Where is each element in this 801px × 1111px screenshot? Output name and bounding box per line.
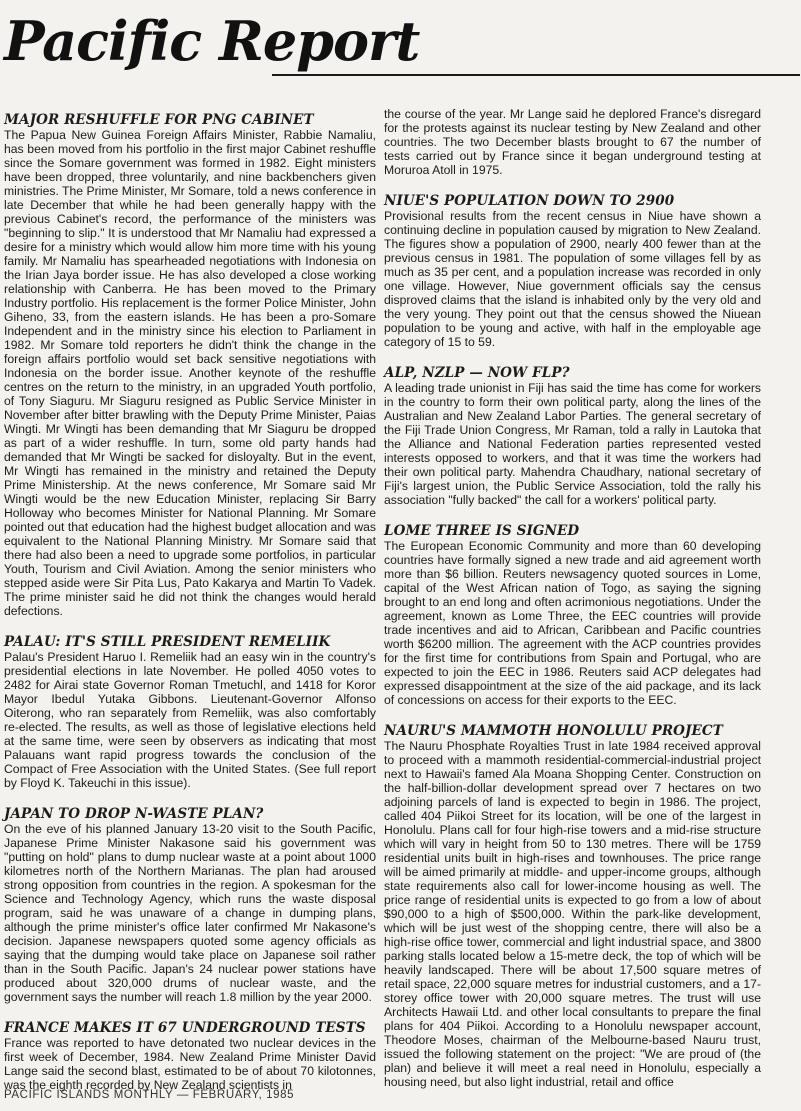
article-headline: NIUE'S POPULATION DOWN TO 2900 [384,193,675,209]
article-body: The Papua New Guinea Foreign Affairs Minister, Rabbie Namaliu, has been moved from his portfolio in the first major Cabinet reshuffle since the Somare government was formed in 1982. Eight ministers have been dropped, three voluntarily, and nine backbenchers given ministries. The Prime Minister, Mr Somare, told a news conference in late December that while he had been generally happy with the previous Cabinet's record, the performance of the ministers was "beginning to slip." It is understood that Mr Namaliu had expressed a desire for a ministry which would allow him more time with his young family. Mr Namaliu has spearheaded negotiations with Indonesia on the Irian Jaya border issue. He has also developed a close working relationship with Canberra. He has been moved to the Primary Industry portfolio. His replacement is the former Police Minister, John Giheno, 33, from the eastern islands. He has been a pro-Somare Independent and in the ministry since his election to Parliament in 1982. Mr Somare told reporters he didn't think the change in the foreign affairs portfolio would set back sensitive negotiations with Indonesia on the border issue. Another keynote of the reshuffle centres on the return to the ministry, in an upgraded Youth portfolio, of Tony Siaguru. Mr Siaguru resigned as Public Service Minister in November after bitter brawling with the Deputy Prime Minister, Paias Wingti. Mr Wingti has been demanding that Mr Siaguru be dropped as part of a wider reshuffle. In turn, some old party hands had demanded that Mr Wingti be sacked for disloyalty. But in the event, Mr Wingti has remained in the ministry and retained the Deputy Prime Ministership. At the news conference, Mr Somare said Mr Wingti would be the new Education Minister, replacing Sir Barry Holloway who becomes Minister for National Planning. Mr Somare pointed out that education had the highest budget allocation and was equivalent to the National Planning Ministry. Mr Somare said that there had also been a need to upgrade some portfolios, in particular Youth, Tourism and Civil Aviation. Among the senior ministers who stepped aside were Sir Pita Lus, Pato Kakarya and Martin To Vadek. The prime minister said he did not think the changes would herald defections. [4,128,376,618]
article-headline: PALAU: IT'S STILL PRESIDENT REMELIIK [4,634,331,650]
article-headline: JAPAN TO DROP N-WASTE PLAN? [4,806,264,822]
article-headline: LOME THREE IS SIGNED [384,523,580,539]
article-fiji-labour [384,365,761,507]
page-footer: PACIFIC ISLANDS MONTHLY — FEBRUARY, 1985 [4,1089,295,1101]
article-body: A leading trade unionist in Fiji has said the time has come for workers in the country to form their own political party, along the lines of the Australian and New Zealand Labor Parties. The general secretary of the Fiji Trade Union Congress, Mr Raman, told a rally in Lautoka that the Alliance and National Federation parties represented vested interests opposed to workers, and that it was time the workers had their own political party. Mahendra Chaudhary, national secretary of Fiji's largest union, the Public Service Association, told the rally his association "fully backed" the call for a workers' political party. [384,381,761,507]
masthead-rule [272,74,800,76]
left-column [4,112,376,1108]
article-body: France was reported to have detonated two nuclear devices in the first week of December, 1984. New Zealand Prime Minister David Lange said the second blast, estimated to be of about 70 kilotonnes, was the eighth recorded by New Zealand scientists in [4,1036,376,1092]
article-body: The European Economic Community and more than 60 developing countries have formally signed a new trade and aid agreement worth more than $6 billion. Reuters newsagency quoted sources in Lome, capital of the West African nation of Togo, as saying the signing brought to an end long and often acrimonious negotiations. Under the agreement, known as Lome Three, the EEC countries will provide trade incentives and aid to African, Caribbean and Pacific countries worth $6200 million. The agreement with the ACP countries provides for the first time for contributions from Spain and Portugal, who are expected to join the EEC in 1986. Reuters said ACP delegates had expressed disappointment at the size of the aid package, and its lack of concessions on access for their exports to the EEC. [384,539,761,707]
right-column [384,107,761,1105]
article-headline: NAURU'S MAMMOTH HONOLULU PROJECT [384,723,723,739]
article-lome-three [384,523,761,707]
article-headline: ALP, NZLP — NOW FLP? [384,365,570,381]
article-headline: MAJOR RESHUFFLE FOR PNG CABINET [4,112,314,128]
article-body: Provisional results from the recent census in Niue have shown a continuing decline in population caused by migration to New Zealand. The figures show a population of 2900, nearly 400 fewer than at the previous census in 1981. The population of some villages fell by as much as 35 per cent, and a population increase was recorded in only one village. However, Niue government officials say the census disproved claims that the island is inhabited only by the very old and the very young. They point out that the census showed the Niuean population to be young and active, with half in the employable age category of 15 to 59. [384,209,761,349]
article-body: the course of the year. Mr Lange said he deplored France's disregard for the protests against its nuclear testing by New Zealand and other countries. The two December blasts brought to 67 the number of tests carried out by France since it began underground testing at Moruroa Atoll in 1975. [384,107,761,177]
article-body: On the eve of his planned January 13-20 visit to the South Pacific, Japanese Prime Minister Nakasone said his government was "putting on hold" plans to dump nuclear waste at a point about 1000 kilometres north of the Northern Marianas. The plan had aroused strong opposition from countries in the region. A spokesman for the Science and Technology Agency, which runs the waste disposal program, said he was unaware of a change in dumping plans, although the prime minister's office later confirmed Mr Nakasone's decision. Japanese newspapers quoted some agency officials as saying that the dumping would take place on Japanese soil rather than in the South Pacific. Japan's 24 nuclear power stations have produced about 320,000 drums of nuclear waste, and the government says the number will reach 1.8 million by the year 2000. [4,822,376,1004]
article-japan-nwaste [4,806,376,1004]
article-headline: FRANCE MAKES IT 67 UNDERGROUND TESTS [4,1020,366,1036]
article-png-cabinet [4,112,376,618]
masthead [0,0,801,112]
article-palau-election [4,634,376,790]
article-france-tests-continued [384,107,761,177]
article-france-tests [4,1020,376,1092]
article-nauru-honolulu [384,723,761,1089]
masthead-title: Pacific Report [4,9,420,73]
article-niue-population [384,193,761,349]
article-body: The Nauru Phosphate Royalties Trust in late 1984 received approval to proceed with a mammoth residential-commercial-industrial project next to Hawaii's famed Ala Moana Shopping Center. Construction on the half-billion-dollar development spread over 7 hectares on two adjoining parcels of land is expected to begin in 1986. The project, called 404 Piikoi Street for its location, will be one of the largest in Honolulu. Plans call for four high-rise towers and a mid-rise structure which will vary in height from 50 to 130 metres. There will be 1759 residential units built in high-rises and townhouses. The price range will be aimed primarily at middle- and upper-income groups, although state requirements also call for lower-income housing as well. The price range of residential units is expected to go from a low of about $90,000 to a high of $500,000. Within the park-like development, which will be just west of the shopping centre, there will also be a high-rise office tower, commercial and light industrial space, and 3800 parking stalls located below a 15-metre deck, the top of which will be heavily landscaped. There will be about 17,500 square metres of retail space, 22,000 square metres for industrial customers, and a 17-storey office tower with 20,000 square metres. The trust will use Architects Hawaii Ltd. and other local consultants to prepare the final plans for 404 Piikoi. According to a Honolulu newspaper account, Theodore Moses, chairman of the Melbourne-based Nauru trust, issued the following statement on the project: "We are proud of (the plan) and believe it will meet a real need in Honolulu, especially a housing need, but also light industrial, retail and office [384,739,761,1089]
article-body: Palau's President Haruo I. Remeliik had an easy win in the country's presidential elections in late November. He polled 4050 votes to 2482 for Airai state Governor Roman Tmetuchl, and 1418 for Koror Mayor Ibedul Yutaka Gibbons. Lieutenant-Governor Alfonso Oiterong, who ran separately from Remeliik, was also comfortably re-elected. The results, as well as those of legislative elections held at the same time, were seen by observers as indicating that most Palauans want rapid progress towards the conclusion of the Compact of Free Association with the United States. (See full report by Floyd K. Takeuchi in this issue). [4,650,376,790]
